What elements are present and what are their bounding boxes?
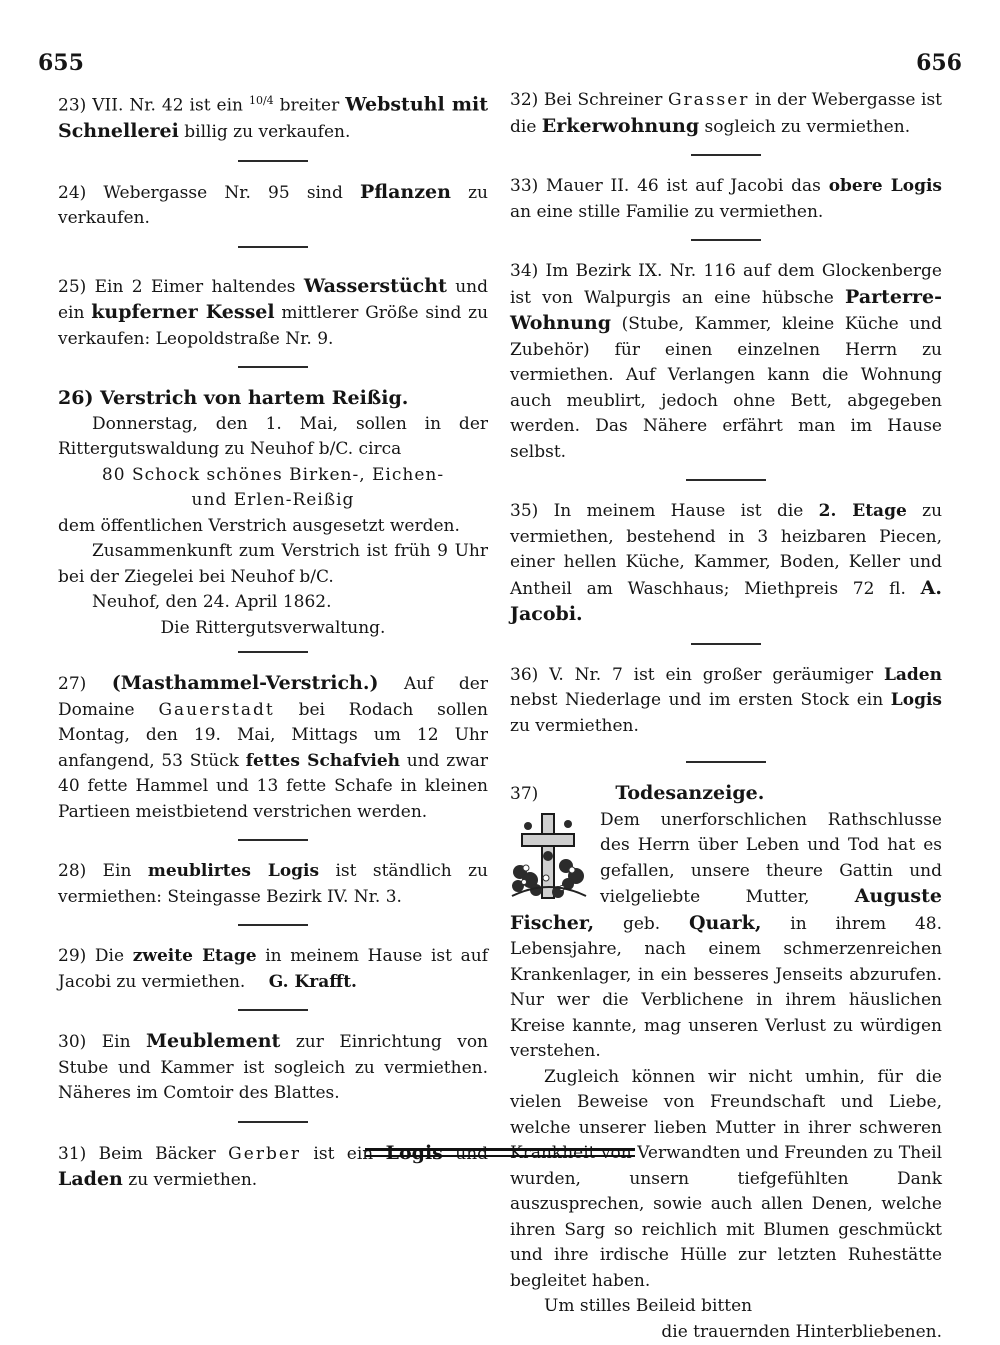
page-number-right: 656 xyxy=(916,50,962,76)
page-end-rule xyxy=(365,1148,635,1157)
ad-25-tail: mittlerer Größe sind zu verkaufen: Leopoldstraße Nr. 9. xyxy=(58,303,488,349)
ad-31-tail: zu vermiethen. xyxy=(128,1170,257,1190)
ad-32-lead: 32) Bei Schreiner xyxy=(510,90,662,110)
separator xyxy=(686,761,766,763)
ad-29-bold: zweite Etage xyxy=(133,946,257,966)
ad-28-lead: 28) Ein xyxy=(58,861,131,881)
ad-35-tail: zu vermiethen, bestehend in 3 heizbaren Piecen, einer hellen Küche, Kammer, Boden, Keller und Antheil am Waschhaus; Miethpreis 72 fl. xyxy=(510,501,942,599)
ad-31-mid: ist ein xyxy=(313,1144,373,1164)
ad-37 xyxy=(510,781,942,1345)
ad-23-bold: Webstuhl mit Schnellerei xyxy=(58,94,488,143)
ad-29-tail: in meinem Hause ist auf Jacobi zu vermiethen. xyxy=(58,946,488,992)
ad-33 xyxy=(510,174,942,225)
ad-25-lead: 25) Ein 2 Eimer haltendes xyxy=(58,277,296,297)
separator xyxy=(691,643,761,645)
ad-28-bold: meublirtes Logis xyxy=(148,861,319,881)
ad-35-lead: 35) In meinem Hause ist die xyxy=(510,501,803,521)
ad-28-tail: ist ständlich zu vermiethen: Steingasse Bezirk IV. Nr. 3. xyxy=(58,861,488,907)
ad-26-date: Neuhof, den 24. April 1862. xyxy=(58,590,488,616)
ad-34 xyxy=(510,259,942,465)
ad-33-tail: an eine stille Familie zu vermiethen. xyxy=(510,202,823,222)
ad-26 xyxy=(58,386,488,641)
ad-26-text1: Donnerstag, den 1. Mai, sollen in der Rittergutswaldung zu Neuhof b/C. circa xyxy=(58,412,488,463)
ad-27-text1: Auf der Domaine xyxy=(58,674,488,720)
ad-30-bold: Meublement xyxy=(146,1030,280,1052)
separator xyxy=(238,651,308,653)
obituary-body xyxy=(510,808,942,1345)
ad-27 xyxy=(58,671,488,825)
ad-35-bold: 2. Etage xyxy=(819,501,907,521)
ad-26-text3: Zusammenkunft zum Verstrich ist früh 9 Uhr bei der Ziegelei bei Neuhof b/C. xyxy=(58,539,488,590)
ad-24-lead: 24) Webergasse Nr. 95 sind xyxy=(58,183,343,203)
separator xyxy=(238,246,308,248)
ad-26-text2: dem öffentlichen Verstrich ausgesetzt werden. xyxy=(58,514,488,540)
ad-31-bold1: Logis xyxy=(386,1142,443,1164)
ad-25-bold1: Wasserstücht xyxy=(304,275,447,297)
ad-30 xyxy=(58,1029,488,1107)
ad-23-mid: breiter xyxy=(280,96,340,116)
separator xyxy=(238,924,308,926)
separator xyxy=(238,1009,308,1011)
ad-24 xyxy=(58,180,488,232)
ad-23-lead: 23) VII. Nr. 42 ist ein xyxy=(58,96,243,116)
ad-31-spaced: Gerber xyxy=(228,1144,301,1164)
ad-36-lead: 36) V. Nr. 7 ist ein großer geräumiger xyxy=(510,665,873,685)
ad-36-bold1: Laden xyxy=(884,665,942,685)
left-column xyxy=(58,88,488,1194)
ad-29-signature: G. Krafft. xyxy=(269,972,357,992)
ad-37-name: Auguste Fischer, xyxy=(510,885,942,934)
ad-30-tail: zur Einrichtung von Stube und Kammer ist sogleich zu vermiethen. Näheres im Comtoir des Blattes. xyxy=(58,1032,488,1103)
ad-33-bold: obere Logis xyxy=(829,176,942,196)
page-number-left: 655 xyxy=(38,50,84,76)
ad-32-bold: Erkerwohnung xyxy=(542,115,699,137)
ad-26-signature: Die Rittergutsverwaltung. xyxy=(58,616,488,642)
ad-37-signature: die trauernden Hinterbliebenen. xyxy=(510,1320,942,1345)
separator xyxy=(686,479,766,481)
ad-37-text2: in ihrem 48. Lebensjahre, nach einem schmerzenreichen Krankenlager, in ein besseres Jenseits abzurufen. Nur wer die Verblichene in ihrem häuslichen Kreise kannte, mag unseren Verlust zu würdigen verstehen. xyxy=(510,914,942,1062)
ad-26-line1: 80 Schock schönes Birken-, Eichen- xyxy=(58,463,488,489)
ad-24-tail: zu verkaufen. xyxy=(58,183,488,229)
ad-30-lead: 30) Ein xyxy=(58,1032,131,1052)
separator xyxy=(238,839,308,841)
ad-27-spaced: Gauerstadt xyxy=(158,700,274,720)
ad-23-tail: billig zu verkaufen. xyxy=(184,122,350,142)
ad-36-mid: nebst Niederlage und im ersten Stock ein xyxy=(510,690,883,710)
ad-37-closing: Um stilles Beileid bitten xyxy=(510,1294,942,1320)
ad-27-lead: 27) xyxy=(58,674,86,694)
separator xyxy=(691,239,761,241)
ad-25 xyxy=(58,274,488,353)
ad-37-number: 37) xyxy=(510,782,610,808)
ad-34-bold: Parterre-Wohnung xyxy=(510,286,942,335)
ad-31-mid2: und xyxy=(455,1144,488,1164)
ad-36-bold2: Logis xyxy=(891,690,942,710)
separator xyxy=(691,154,761,156)
ad-37-text1: Dem unerforschlichen Rathschlusse des Herrn über Leben und Tod hat es gefallen, unsere theure Gattin und vielgeliebte Mutter, xyxy=(600,810,942,908)
ad-36 xyxy=(510,663,942,740)
ad-28 xyxy=(58,859,488,910)
ad-34-tail: (Stube, Kammer, kleine Küche und Zubehör) für einen einzelnen Herrn zu vermiethen. Auf Verlangen kann die Wohnung auch meublirt, jedoch ohne Bett, abgegeben werden. Das Nähere erfährt man im Hause selbst. xyxy=(510,314,942,462)
ad-27-bold2: fettes Schafvieh xyxy=(246,751,400,771)
ad-37-text3: Zugleich können wir nicht umhin, für die vielen Beweise von Freundschaft und Liebe, welche unserer lieben Mutter in ihrer schweren Krankheit von Verwandten und Freunden zu Theil wurden, unsern tiefgefühlten Dank auszusprechen, sowie auch allen Denen, welche ihren Sarg so reichlich mit Blumen geschmückt und ihre irdische Hülle zur letzten Ruhestätte begleitet haben. xyxy=(510,1065,942,1295)
ad-37-maiden: Quark, xyxy=(689,912,761,934)
ad-32 xyxy=(510,88,942,140)
ad-35-signature: A. Jacobi. xyxy=(510,577,942,626)
ad-31-lead: 31) Beim Bäcker xyxy=(58,1144,216,1164)
ad-25-mid: und ein xyxy=(58,277,488,324)
ad-25-bold2: kupferner Kessel xyxy=(91,301,274,323)
ad-35 xyxy=(510,499,942,629)
separator xyxy=(238,1121,308,1123)
ad-37-title: Todesanzeige. xyxy=(615,782,764,804)
separator xyxy=(238,366,308,368)
ad-24-bold: Pflanzen xyxy=(360,181,451,203)
ad-26-title: 26) Verstrich von hartem Reißig. xyxy=(58,386,488,412)
ad-27-text3: und zwar 40 fette Hammel und 13 fette Schafe in kleinen Partieen meistbietend verstrichen werden. xyxy=(58,751,488,822)
ad-23 xyxy=(58,88,488,146)
ad-31-bold2: Laden xyxy=(58,1168,123,1190)
ad-32-mid: in der Webergasse ist die xyxy=(510,90,942,137)
separator xyxy=(238,160,308,162)
ad-36-tail: zu vermiethen. xyxy=(510,716,639,736)
ad-29 xyxy=(58,944,488,995)
ad-27-bold1: (Masthammel-Verstrich.) xyxy=(112,672,379,694)
ad-27-text2: bei Rodach sollen Montag, den 19. Mai, Mittags um 12 Uhr anfangend, 53 Stück xyxy=(58,700,488,771)
ad-32-spaced: Grasser xyxy=(668,90,749,110)
ad-32-tail: sogleich zu vermiethen. xyxy=(705,117,911,137)
ad-37-born: geb. xyxy=(623,914,660,934)
ad-34-lead: 34) Im Bezirk IX. Nr. 116 auf dem Glockenberge ist von Walpurgis an eine hübsche xyxy=(510,261,942,308)
memorial-cross-icon xyxy=(506,808,592,904)
ad-29-lead: 29) Die xyxy=(58,946,124,966)
ad-33-lead: 33) Mauer II. 46 ist auf Jacobi das xyxy=(510,176,821,196)
ad-26-line2: und Erlen-Reißig xyxy=(58,488,488,514)
ad-23-fraction: 10/4 xyxy=(249,94,274,107)
